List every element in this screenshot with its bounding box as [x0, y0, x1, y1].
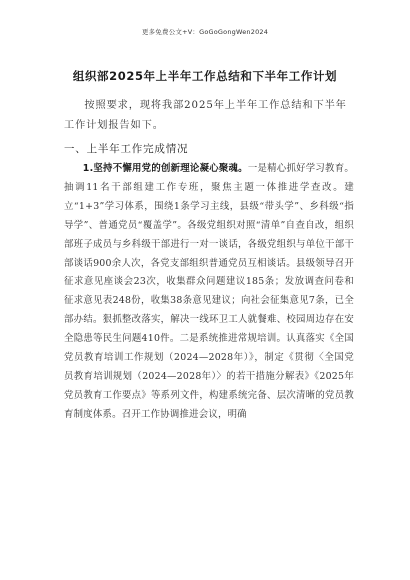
paragraph-text: 一是精心抓好学习教育。抽调11名干部组建工作专班，聚焦主题一体推进学查改。建立“1+3”学习体系，围绕1条学习主线，县级“带头学”、乡科级“指导学”、普通党员“覆盖学”。各级党组织对照“清单”自查自改，组织部班子成员与乡科级干部进行一对一谈话，各级党组织与单位干部干部谈话900余人次，各党支部组织普通党员互相谈话。县级领导召开征求意见座谈会23次，收集群众问题建议185条；发放调查问卷和征求意见表248份，收集38条意见建议；向社会征集意见7条，已全部办结。狠抓整改落实，解决一线环卫工人就餐难、校园周边存在安全隐患等民生问题410件。二是系统推进常规培训。认真落实《全国党员教育培训工作规划（2024—2028年）》，制定《贯彻〈全国党员教育培训规划（2024—2028年）〉的若干措施分解表》《2025年党员教育工作要点》等系列文件，构建系统完备、层次清晰的党员教育制度体系。召开工作协调推进会议，明确 — [64, 163, 354, 420]
intro-paragraph: 按照要求，现将我部2025年上半年工作总结和下半年工作计划报告如下。 — [64, 100, 347, 131]
body-paragraph — [64, 160, 354, 425]
document-title: 组织部2025年上半年工作总结和下半年工作计划 — [72, 69, 338, 83]
paragraph-lead: 1.坚持不懈用党的创新理论凝心聚魂。 — [82, 163, 248, 174]
section-heading: 一、上半年工作完成情况 — [64, 143, 189, 155]
watermark-text: 更多免费公文+V：GoGoGongWen2024 — [141, 28, 269, 36]
